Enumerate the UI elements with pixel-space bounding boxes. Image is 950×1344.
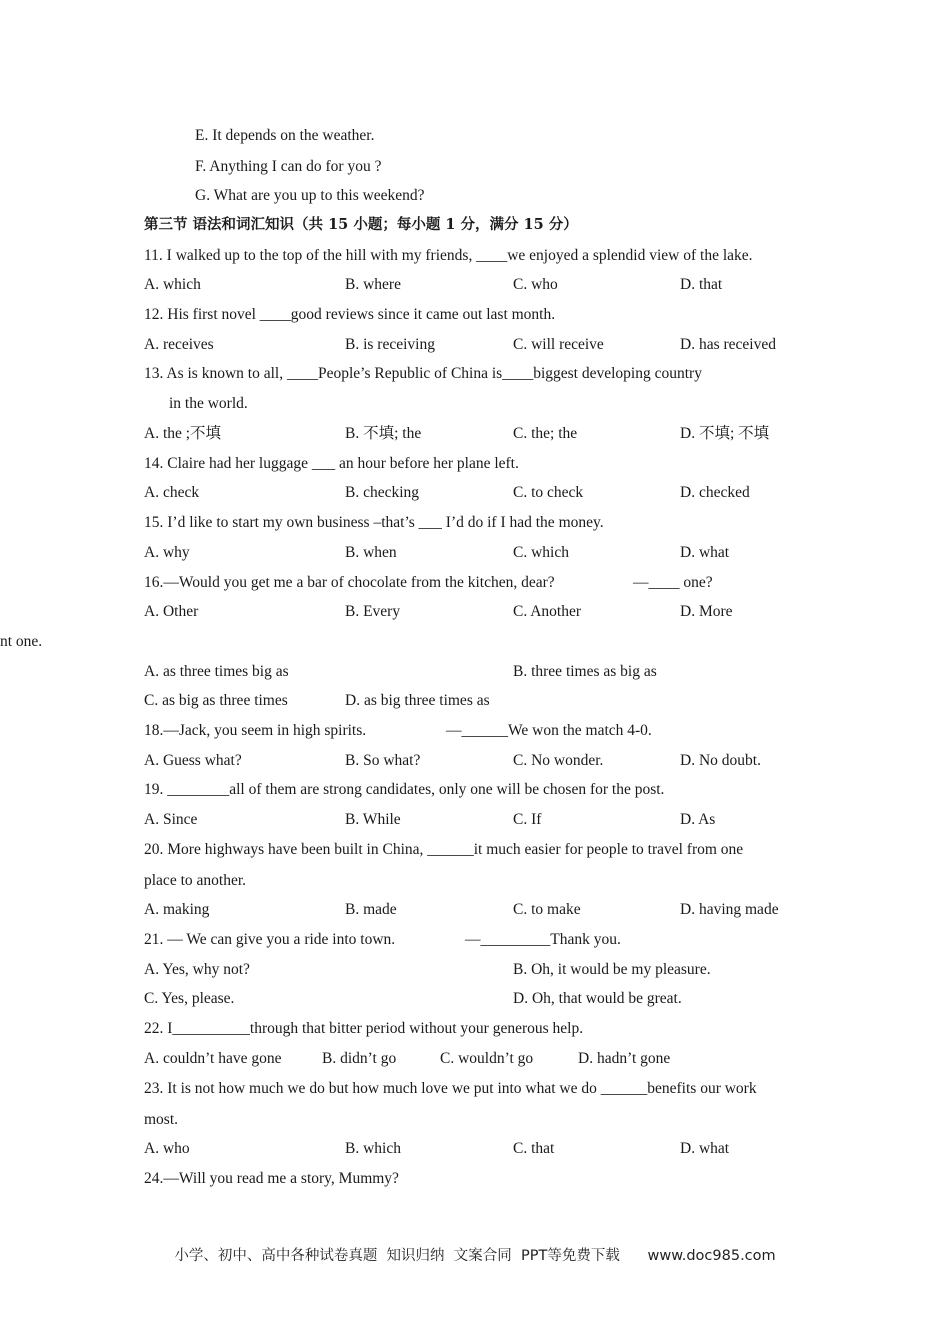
choice-b: B. where <box>345 276 401 293</box>
choice-b: B. three times as big as <box>513 663 657 680</box>
choice-b: B. While <box>345 811 401 828</box>
choice-d: D. As <box>680 811 716 828</box>
choice-a: A. couldn’t have gone <box>144 1050 282 1067</box>
choice-c: C. No wonder. <box>513 752 604 769</box>
choice-a: A. Yes, why not? <box>144 961 250 978</box>
question-stem: 12. His first novel ____good reviews since it came out last month. <box>144 306 556 323</box>
question-stem: 19. ________all of them are strong candidates, only one will be chosen for the post. <box>144 781 665 798</box>
choice-b: B. So what? <box>345 752 421 769</box>
footer-slogan: 小学、初中、高中各种试卷真题 知识归纳 文案合同 PPT等免费下载 <box>174 1248 620 1264</box>
choice-a: A. the ;不填 <box>144 425 222 442</box>
question-reply: —_________Thank you. <box>465 931 621 948</box>
choice-a: A. Guess what? <box>144 752 242 769</box>
choice-c: C. as big as three times <box>144 692 288 709</box>
choice-c: C. the; the <box>513 425 578 442</box>
choice-d: D. checked <box>680 484 750 501</box>
question-reply: —______We won the match 4-0. <box>446 722 652 739</box>
choice-d: D. what <box>680 544 730 561</box>
question-stem: 15. I’d like to start my own business –that’s ___ I’d do if I had the money. <box>144 514 604 531</box>
choice-d: D. No doubt. <box>680 752 761 769</box>
choice-a: A. as three times big as <box>144 663 289 680</box>
choice-d: D. More <box>680 603 733 620</box>
choice-d: D. hadn’t gone <box>578 1050 671 1067</box>
question-reply: —____ one? <box>633 574 713 591</box>
footer-website: www.doc985.com <box>647 1248 776 1264</box>
choice-a: A. why <box>144 544 190 561</box>
question-stem-continued: place to another. <box>144 872 246 889</box>
option-e: E. It depends on the weather. <box>195 127 375 144</box>
choice-b: B. Oh, it would be my pleasure. <box>513 961 711 978</box>
choice-d: D. as big three times as <box>345 692 490 709</box>
question-stem: 11. I walked up to the top of the hill with my friends, ____we enjoyed a splendid view of the lake. <box>144 247 753 264</box>
choice-d: D. has received <box>680 336 776 353</box>
question-stem: 22. I__________through that bitter period without your generous help. <box>144 1020 584 1037</box>
choice-b: B. checking <box>345 484 420 501</box>
question-stem: 18.—Jack, you seem in high spirits. <box>144 722 367 739</box>
question-stem: 13. As is known to all, ____People’s Republic of China is____biggest developing country <box>144 365 702 382</box>
choice-c: C. which <box>513 544 569 561</box>
option-g: G. What are you up to this weekend? <box>195 187 425 204</box>
question-stem-continued: in the world. <box>169 395 248 412</box>
choice-a: A. Other <box>144 603 199 620</box>
choice-a: A. check <box>144 484 200 501</box>
choice-b: B. which <box>345 1140 401 1157</box>
choice-c: C. Another <box>513 603 582 620</box>
choice-c: C. who <box>513 276 558 293</box>
question-stem: 21. — We can give you a ride into town. <box>144 931 396 948</box>
question-stem: 14. Claire had her luggage ___ an hour before her plane left. <box>144 455 519 472</box>
choice-d: D. what <box>680 1140 730 1157</box>
choice-b: B. made <box>345 901 397 918</box>
question-stem: 16.—Would you get me a bar of chocolate from the kitchen, dear? <box>144 574 555 591</box>
choice-a: A. which <box>144 276 201 293</box>
choice-b: B. is receiving <box>345 336 435 353</box>
choice-a: A. receives <box>144 336 214 353</box>
choice-d: D. 不填; 不填 <box>680 425 770 442</box>
choice-b: B. Every <box>345 603 401 620</box>
page-footer <box>0 1244 950 1265</box>
clipped-stem-fragment: nt one. <box>0 633 43 650</box>
choice-a: A. who <box>144 1140 190 1157</box>
choice-c: C. If <box>513 811 542 828</box>
choice-d: D. Oh, that would be great. <box>513 990 682 1007</box>
choice-c: C. will receive <box>513 336 604 353</box>
choice-c: C. wouldn’t go <box>440 1050 534 1067</box>
choice-b: B. didn’t go <box>322 1050 397 1067</box>
choice-c: C. that <box>513 1140 555 1157</box>
choice-b: B. 不填; the <box>345 425 422 442</box>
section-title: 第三节 语法和词汇知识（共 15 小题；每小题 1 分，满分 15 分） <box>144 216 578 233</box>
question-stem-continued: most. <box>144 1111 179 1128</box>
question-stem: 24.—Will you read me a story, Mummy? <box>144 1170 399 1187</box>
choice-d: D. that <box>680 276 723 293</box>
choice-a: A. Since <box>144 811 198 828</box>
choice-a: A. making <box>144 901 210 918</box>
question-stem: 23. It is not how much we do but how much love we put into what we do ______benefits our work <box>144 1080 757 1097</box>
choice-d: D. having made <box>680 901 779 918</box>
option-f: F. Anything I can do for you ? <box>195 158 382 175</box>
choice-c: C. to make <box>513 901 581 918</box>
choice-b: B. when <box>345 544 397 561</box>
choice-c: C. Yes, please. <box>144 990 235 1007</box>
question-stem: 20. More highways have been built in China, ______it much easier for people to travel from one <box>144 841 744 858</box>
choice-c: C. to check <box>513 484 584 501</box>
